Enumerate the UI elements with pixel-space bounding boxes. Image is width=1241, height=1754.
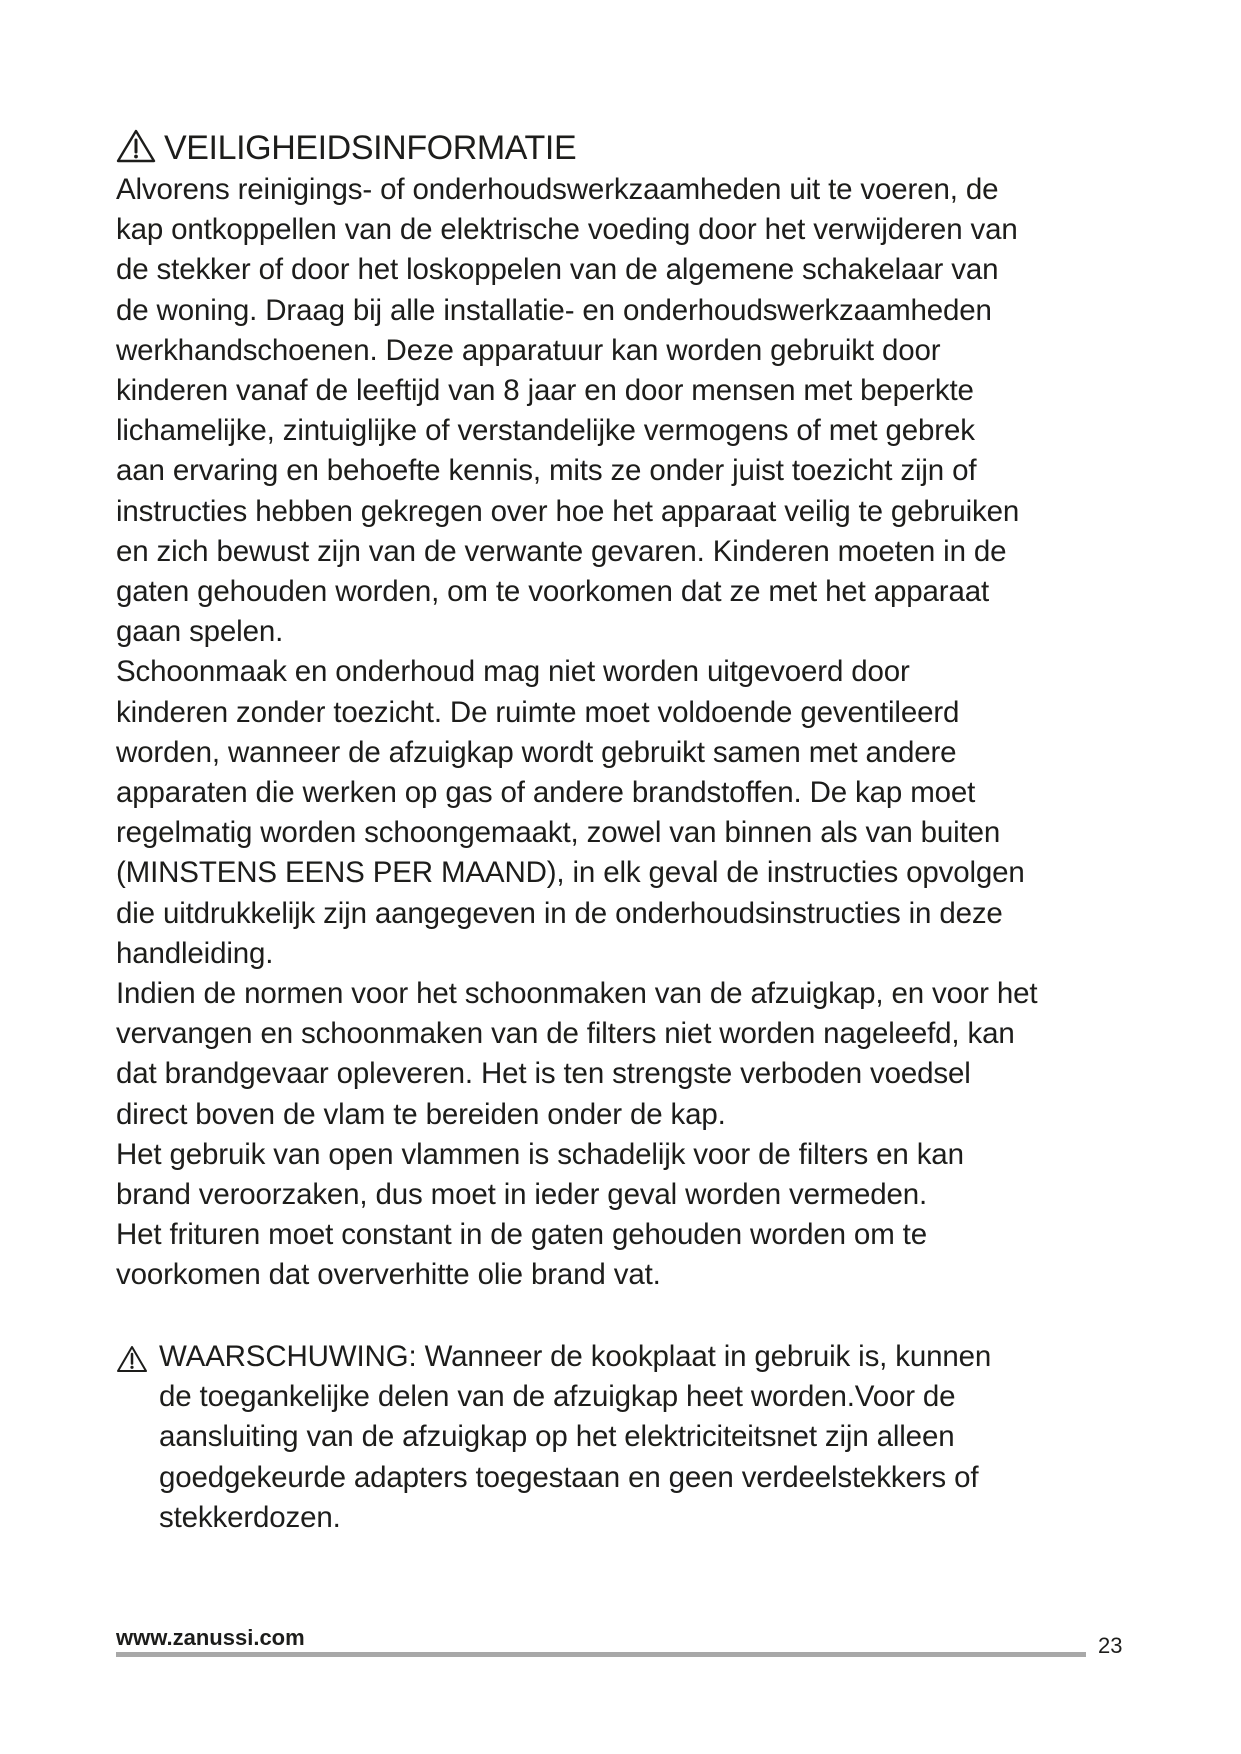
body-line: kap ontkoppellen van de elektrische voeding door het verwijderen van bbox=[116, 213, 1018, 247]
body-line: lichamelijke, zintuiglijke of verstandelijke vermogens of met gebrek bbox=[116, 414, 975, 448]
warning-triangle-icon bbox=[116, 129, 156, 163]
body-line: voorkomen dat oververhitte olie brand vat. bbox=[116, 1258, 661, 1292]
body-line: vervangen en schoonmaken van de filters niet worden nageleefd, kan bbox=[116, 1017, 1015, 1051]
body-line: die uitdrukkelijk zijn aangegeven in de onderhoudsinstructies in deze bbox=[116, 896, 1003, 930]
body-line: kinderen vanaf de leeftijd van 8 jaar en door mensen met beperkte bbox=[116, 374, 974, 408]
body-line: Het gebruik van open vlammen is schadelijk voor de filters en kan bbox=[116, 1137, 964, 1171]
body-line: Het frituren moet constant in de gaten gehouden worden om te bbox=[116, 1218, 927, 1252]
body-line: gaten gehouden worden, om te voorkomen dat ze met het apparaat bbox=[116, 575, 990, 609]
body-line: handleiding. bbox=[116, 936, 274, 970]
body-line: gaan spelen. bbox=[116, 615, 284, 649]
body-line: worden, wanneer de afzuigkap wordt gebruikt samen met andere bbox=[116, 735, 957, 769]
body-line: apparaten die werken op gas of andere brandstoffen. De kap moet bbox=[116, 776, 976, 810]
warning-line: de toegankelijke delen van de afzuigkap heet worden.Voor de bbox=[159, 1380, 956, 1414]
body-line: en zich bewust zijn van de verwante gevaren. Kinderen moeten in de bbox=[116, 534, 1007, 568]
body-line: kinderen zonder toezicht. De ruimte moet voldoende geventileerd bbox=[116, 695, 960, 729]
body-line: werkhandschoenen. Deze apparatuur kan worden gebruikt door bbox=[116, 333, 941, 367]
warning-line: goedgekeurde adapters toegestaan en geen verdeelstekkers of bbox=[159, 1460, 979, 1494]
body-line: aan ervaring en behoefte kennis, mits ze onder juist toezicht zijn of bbox=[116, 454, 977, 488]
body-line: (MINSTENS EENS PER MAAND), in elk geval de instructies opvolgen bbox=[116, 856, 1025, 890]
body-line: Indien de normen voor het schoonmaken van de afzuigkap, en voor het bbox=[116, 977, 1038, 1011]
footer-divider bbox=[116, 1652, 1086, 1657]
warning-line: aansluiting van de afzuigkap op het elektriciteitsnet zijn alleen bbox=[159, 1420, 955, 1454]
warning-note bbox=[116, 1337, 1126, 1538]
body-line: de woning. Draag bij alle installatie- en onderhoudswerkzaamheden bbox=[116, 293, 992, 327]
footer-website-link[interactable]: www.zanussi.com bbox=[116, 1625, 305, 1650]
warning-triangle-icon bbox=[116, 1345, 148, 1373]
safety-body-text bbox=[116, 170, 1126, 1296]
warning-line: WAARSCHUWING: Wanneer de kookplaat in gebruik is, kunnen bbox=[159, 1340, 992, 1373]
body-line: brand veroorzaken, dus moet in ieder geval worden vermeden. bbox=[116, 1178, 928, 1212]
body-line: direct boven de vlam te bereiden onder de kap. bbox=[116, 1097, 726, 1131]
body-line: regelmatig worden schoongemaakt, zowel van binnen als van buiten bbox=[116, 816, 1001, 850]
section-heading bbox=[116, 126, 576, 170]
warning-line: stekkerdozen. bbox=[159, 1500, 341, 1534]
body-line: Alvorens reinigings- of onderhoudswerkzaamheden uit te voeren, de bbox=[116, 173, 999, 206]
body-line: dat brandgevaar opleveren. Het is ten strengste verboden voedsel bbox=[116, 1057, 971, 1091]
body-line: instructies hebben gekregen over hoe het apparaat veilig te gebruiken bbox=[116, 494, 1020, 528]
page-number: 23 bbox=[1098, 1633, 1123, 1658]
body-line: de stekker of door het loskoppelen van de algemene schakelaar van bbox=[116, 253, 999, 287]
page-title: VEILIGHEIDSINFORMATIE bbox=[164, 129, 577, 167]
body-line: Schoonmaak en onderhoud mag niet worden uitgevoerd door bbox=[116, 655, 910, 689]
